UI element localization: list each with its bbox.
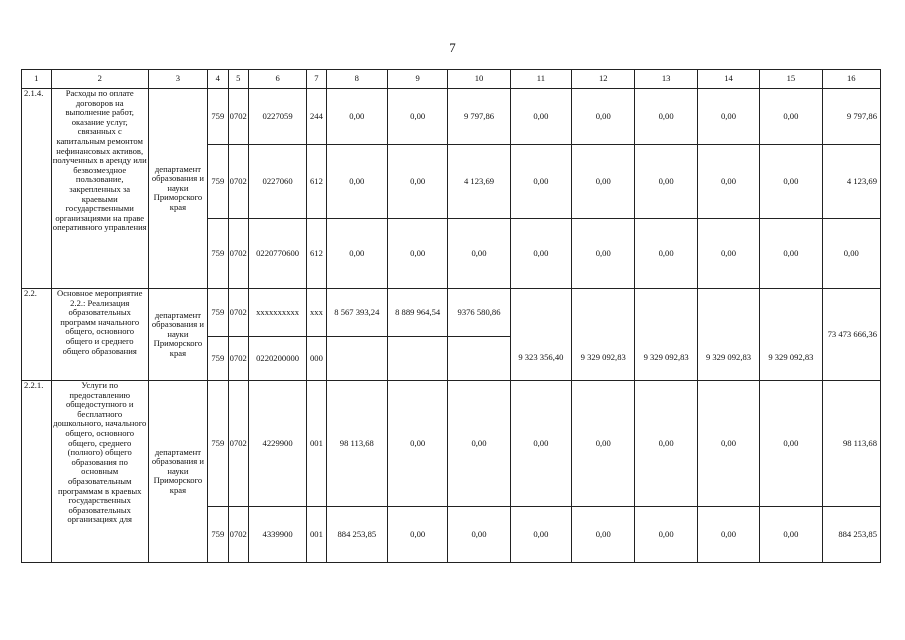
cell: 001	[307, 507, 326, 563]
cell: 0,00	[760, 89, 822, 145]
table-row	[22, 89, 881, 145]
cell: 9 329 092,83	[572, 337, 635, 381]
cell-empty	[697, 289, 759, 337]
cell: 9 323 356,40	[510, 337, 571, 381]
cell: 001	[307, 381, 326, 507]
cell: 0,00	[572, 145, 635, 219]
table-row	[22, 289, 881, 337]
cell: 4229900	[248, 381, 306, 507]
cell: 0,00	[635, 219, 697, 289]
col-header-7: 7	[307, 70, 326, 89]
cell: 0,00	[697, 145, 759, 219]
cell: 0,00	[697, 219, 759, 289]
cell: 8 567 393,24	[326, 289, 387, 337]
col-header-16: 16	[822, 70, 880, 89]
cell: 9 797,86	[448, 89, 510, 145]
cell: 0227059	[248, 89, 306, 145]
cell: 0,00	[510, 381, 571, 507]
cell: 884 253,85	[326, 507, 387, 563]
cell: xxxxxxxxxx	[248, 289, 306, 337]
cell: 0,00	[448, 381, 510, 507]
cell-empty	[635, 289, 697, 337]
cell: 0,00	[388, 219, 448, 289]
cell: 0,00	[697, 89, 759, 145]
cell-total: 884 253,85	[822, 507, 880, 563]
cell: 0702	[228, 337, 248, 381]
cell: 0,00	[448, 219, 510, 289]
cell: 0,00	[635, 89, 697, 145]
col-header-4: 4	[208, 70, 228, 89]
cell-empty	[510, 289, 571, 337]
cell: 759	[208, 289, 228, 337]
col-header-11: 11	[510, 70, 571, 89]
cell-empty	[448, 337, 510, 381]
cell-total: 0,00	[822, 219, 880, 289]
cell: 0227060	[248, 145, 306, 219]
cell: 8 889 964,54	[388, 289, 448, 337]
cell: 0,00	[635, 145, 697, 219]
cell: 244	[307, 89, 326, 145]
cell: 0,00	[326, 89, 387, 145]
cell: 98 113,68	[326, 381, 387, 507]
row-name: Расходы по оплате договоров на выполнение работ, оказание услуг, связанных с капитальным ремонтом нефинансовых активов, полученных в аренду или безвозмездное пользование, закрепленных за краевыми государственными организациями на праве оперативного управления	[51, 89, 148, 289]
cell: 612	[307, 145, 326, 219]
cell: 4339900	[248, 507, 306, 563]
cell: 759	[208, 219, 228, 289]
cell: 0,00	[760, 145, 822, 219]
cell: 0702	[228, 89, 248, 145]
cell: 9376 580,86	[448, 289, 510, 337]
cell: 0702	[228, 219, 248, 289]
cell: 0,00	[572, 219, 635, 289]
cell: 0,00	[697, 381, 759, 507]
row-code: 2.2.1.	[22, 381, 52, 563]
cell: 759	[208, 507, 228, 563]
cell: 0702	[228, 381, 248, 507]
cell-empty	[760, 289, 822, 337]
row-executor: департамент образования и науки Приморского края	[148, 381, 207, 563]
cell: 0,00	[760, 507, 822, 563]
cell: 759	[208, 381, 228, 507]
cell: 0220770600	[248, 219, 306, 289]
col-header-3: 3	[148, 70, 207, 89]
cell: 0,00	[635, 381, 697, 507]
cell-empty	[388, 337, 448, 381]
cell-total: 9 797,86	[822, 89, 880, 145]
row-code: 2.1.4.	[22, 89, 52, 289]
cell: 759	[208, 89, 228, 145]
cell-empty	[572, 289, 635, 337]
cell: 0,00	[510, 145, 571, 219]
col-header-10: 10	[448, 70, 510, 89]
col-header-2: 2	[51, 70, 148, 89]
cell: 0,00	[760, 219, 822, 289]
cell: 0,00	[635, 507, 697, 563]
cell: 0702	[228, 289, 248, 337]
cell: 0,00	[572, 381, 635, 507]
cell: 0,00	[510, 507, 571, 563]
page-number: 7	[449, 40, 456, 55]
col-header-6: 6	[248, 70, 306, 89]
cell: 0702	[228, 507, 248, 563]
col-header-8: 8	[326, 70, 387, 89]
cell: 0,00	[510, 219, 571, 289]
col-header-5: 5	[228, 70, 248, 89]
cell: 612	[307, 219, 326, 289]
cell-total: 98 113,68	[822, 381, 880, 507]
cell: 9 329 092,83	[760, 337, 822, 381]
cell: 759	[208, 337, 228, 381]
header-row	[22, 70, 881, 89]
col-header-12: 12	[572, 70, 635, 89]
col-header-15: 15	[760, 70, 822, 89]
cell: 0,00	[388, 89, 448, 145]
cell: 759	[208, 145, 228, 219]
cell: 0,00	[388, 507, 448, 563]
cell: 0,00	[697, 507, 759, 563]
cell: 4 123,69	[448, 145, 510, 219]
cell: 000	[307, 337, 326, 381]
row-executor: департамент образования и науки Приморского края	[148, 289, 207, 381]
cell: 0,00	[388, 381, 448, 507]
col-header-13: 13	[635, 70, 697, 89]
row-name: Основное мероприятие 2.2.: Реализация образовательных программ начального общего, основного общего и среднего общего образования	[51, 289, 148, 381]
cell: 0,00	[448, 507, 510, 563]
budget-table	[21, 69, 881, 563]
cell: 9 329 092,83	[697, 337, 759, 381]
col-header-14: 14	[697, 70, 759, 89]
row-code: 2.2.	[22, 289, 52, 381]
cell: 0,00	[572, 507, 635, 563]
table-row	[22, 381, 881, 507]
cell-total: 73 473 666,36	[822, 289, 880, 381]
row-executor: департамент образования и науки Приморского края	[148, 89, 207, 289]
cell: 0,00	[326, 219, 387, 289]
cell: 0220200000	[248, 337, 306, 381]
cell: 0,00	[572, 89, 635, 145]
cell: 0,00	[760, 381, 822, 507]
cell-total: 4 123,69	[822, 145, 880, 219]
col-header-1: 1	[22, 70, 52, 89]
cell-empty	[326, 337, 387, 381]
cell: 9 329 092,83	[635, 337, 697, 381]
cell: 0,00	[388, 145, 448, 219]
cell: 0,00	[510, 89, 571, 145]
col-header-9: 9	[388, 70, 448, 89]
cell: xxx	[307, 289, 326, 337]
cell: 0,00	[326, 145, 387, 219]
cell: 0702	[228, 145, 248, 219]
row-name: Услуги по предоставлению общедоступного и бесплатного дошкольного, начального общего, основного общего, среднего (полного) общего образования по основным образовательным программам в краевых государственных образовательных организациях для	[51, 381, 148, 563]
